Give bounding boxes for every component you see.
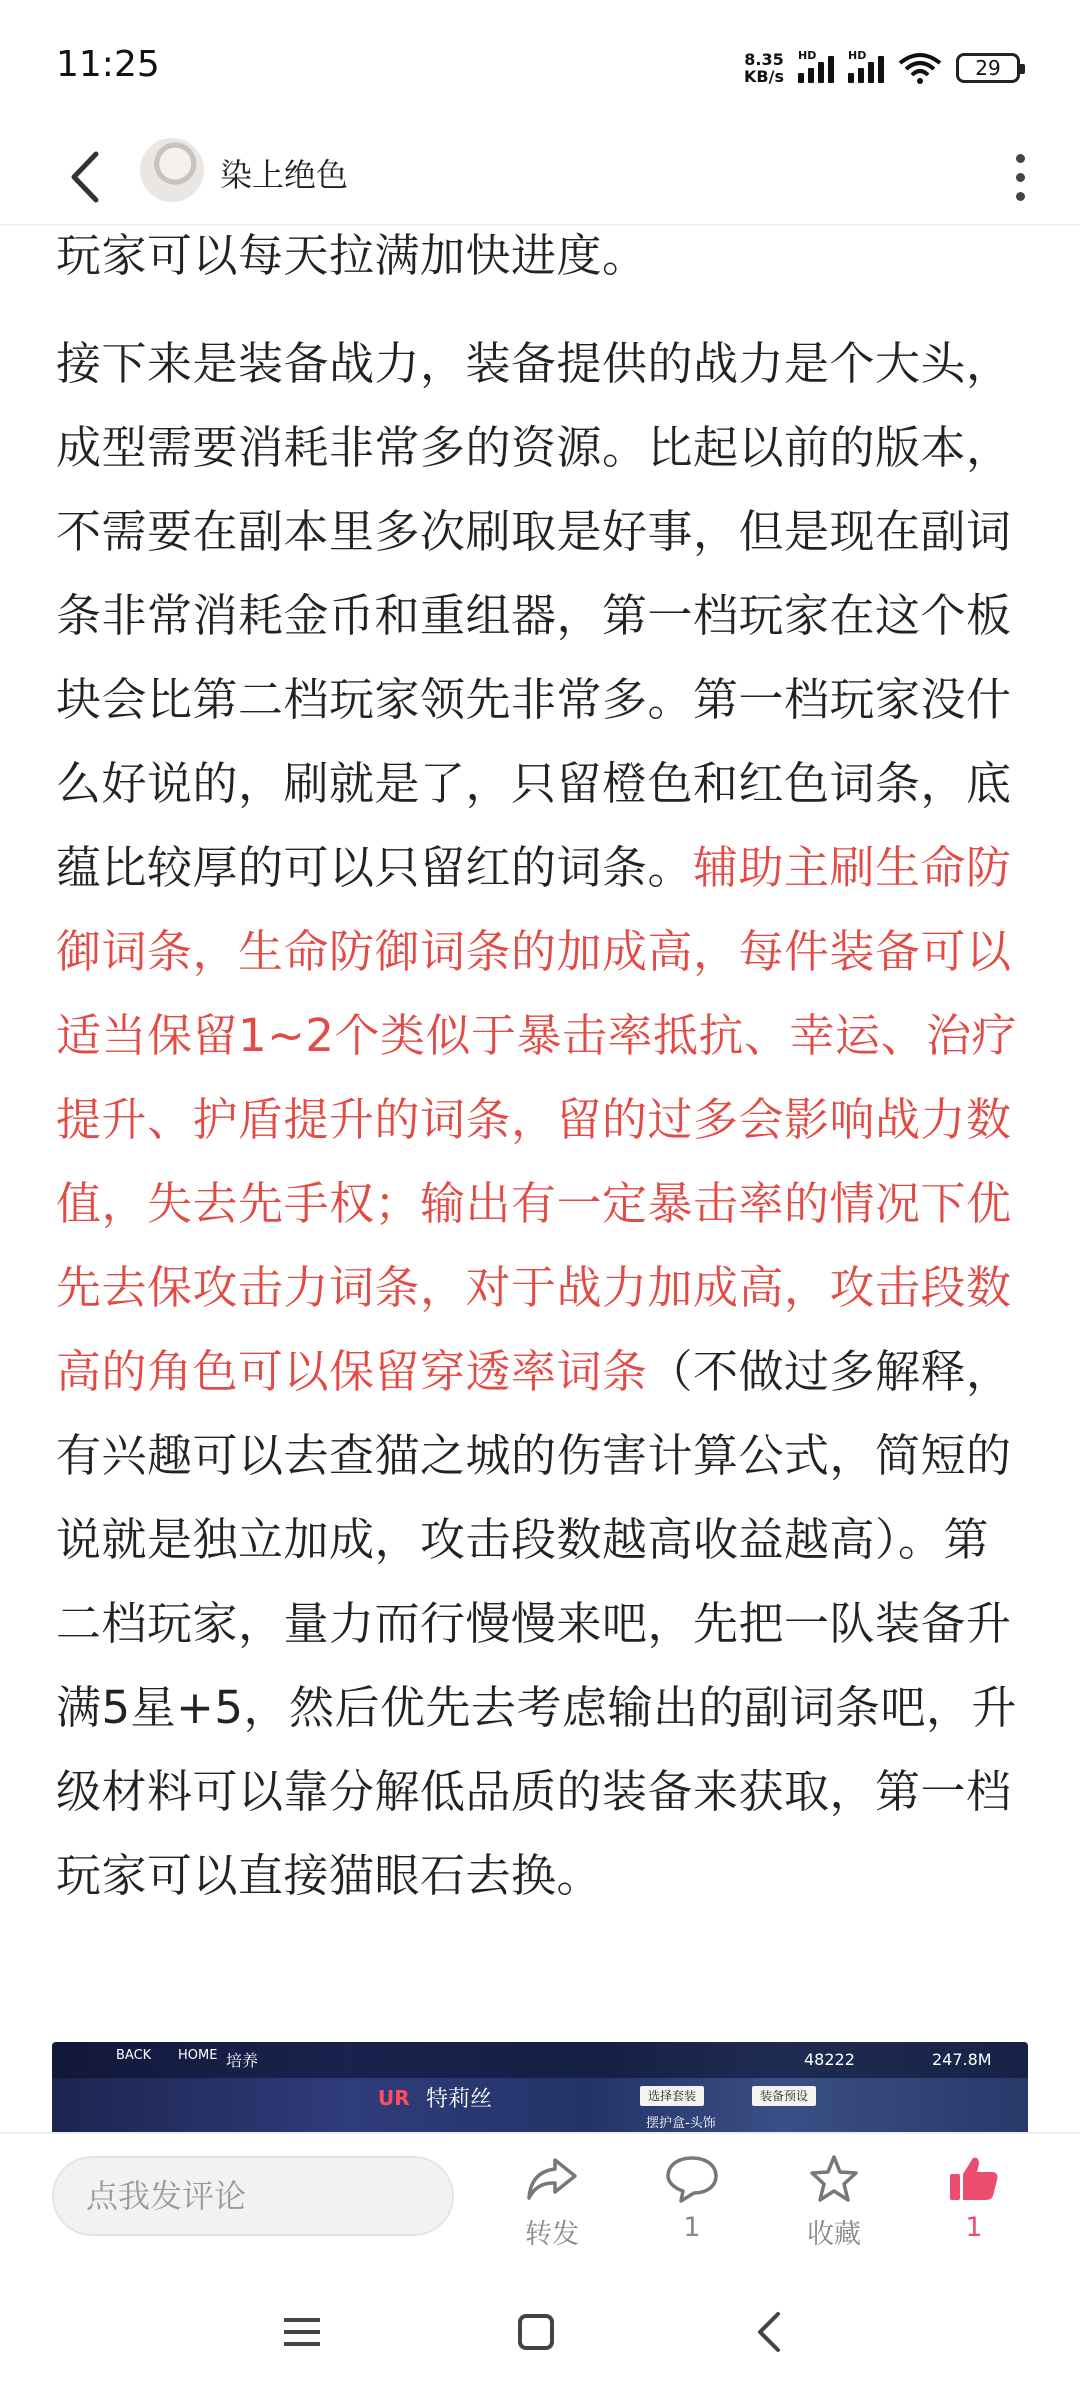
comment-bubble-icon [665,2154,719,2204]
signal-icon-2: HD [848,53,884,83]
comment-button[interactable]: 1 [632,2154,752,2243]
thumbs-up-icon [947,2154,1001,2204]
more-options-icon[interactable] [1000,142,1040,212]
back-icon[interactable] [730,2302,810,2362]
share-icon [525,2154,579,2204]
wifi-icon [898,51,942,85]
article-paragraph: 玩家可以每天拉满加快进度。 [56,229,648,282]
status-icons [744,48,1020,88]
article-image[interactable]: BACK HOME 培养 UR 特莉丝 48222 247.8M 选择套装 装备预设 摆护盒-头饰 [52,2042,1028,2132]
favorite-button[interactable]: 收藏 [774,2154,894,2251]
avatar[interactable] [140,138,204,202]
article-paragraph: 接下来是装备战力，装备提供的战力是个大头，成型需要消耗非常多的资源。比起以前的版本，不需要在副本里多次刷取是好事，但是现在副词条非常消耗金币和重组器，第一档玩家在这个板块会比第二档玩家领先非常多。第一档玩家没什么好说的，刷就是了，只留橙色和红色词条，底蕴比较厚的可以只留红的词条。辅助主刷生命防御词条，生命防御词条的加成高，每件装备可以适当保留1~2个类似于暴击率抵抗、幸运、治疗提升、护盾提升的词条，留的过多会影响战力数值，失去先手权；输出有一定暴击率的情况下优先去保攻击力词条，对于战力加成高，攻击段数高的角色可以保留穿透率词条（不做过多解释，有兴趣可以去查猫之城的伤害计算公式，简短的说就是独立加成，攻击段数越高收益越高）。第二档玩家，量力而行慢慢来吧，先把一队装备升满5星+5，然后优先去考虑输出的副词条吧，升级材料可以靠分解低品质的装备来获取，第一档玩家可以直接猫眼石去换。 [56,337,1017,1902]
author-name[interactable]: 染上绝色 [220,156,349,194]
home-icon[interactable] [496,2302,576,2362]
signal-icon: HD [798,53,834,83]
bottom-action-bar [0,2132,1080,2272]
status-time: 11:25 [56,44,160,85]
system-navigation-bar [0,2272,1080,2400]
status-bar [0,0,1080,130]
share-button[interactable]: 转发 [492,2154,612,2251]
network-speed: 8.35 KB/s [744,50,784,86]
like-button[interactable]: 1 [914,2154,1034,2243]
comment-input[interactable]: 点我发评论 [52,2156,454,2236]
menu-icon[interactable] [262,2302,342,2362]
battery-icon: 29 [956,53,1020,83]
back-arrow-icon[interactable] [52,142,122,212]
star-icon [807,2154,861,2204]
highlighted-text: 辅助主刷生命防御词条，生命防御词条的加成高，每件装备可以适当保留1~2个类似于暴击率抵抗、幸运、治疗提升、护盾提升的词条，留的过多会影响战力数值，失去先手权；输出有一定暴击率的情况下优先去保攻击力词条，对于战力加成高，攻击段数高的角色可以保留穿透率词条 [56,841,1017,1398]
article-body [56,214,1024,1936]
top-bar [0,130,1080,226]
